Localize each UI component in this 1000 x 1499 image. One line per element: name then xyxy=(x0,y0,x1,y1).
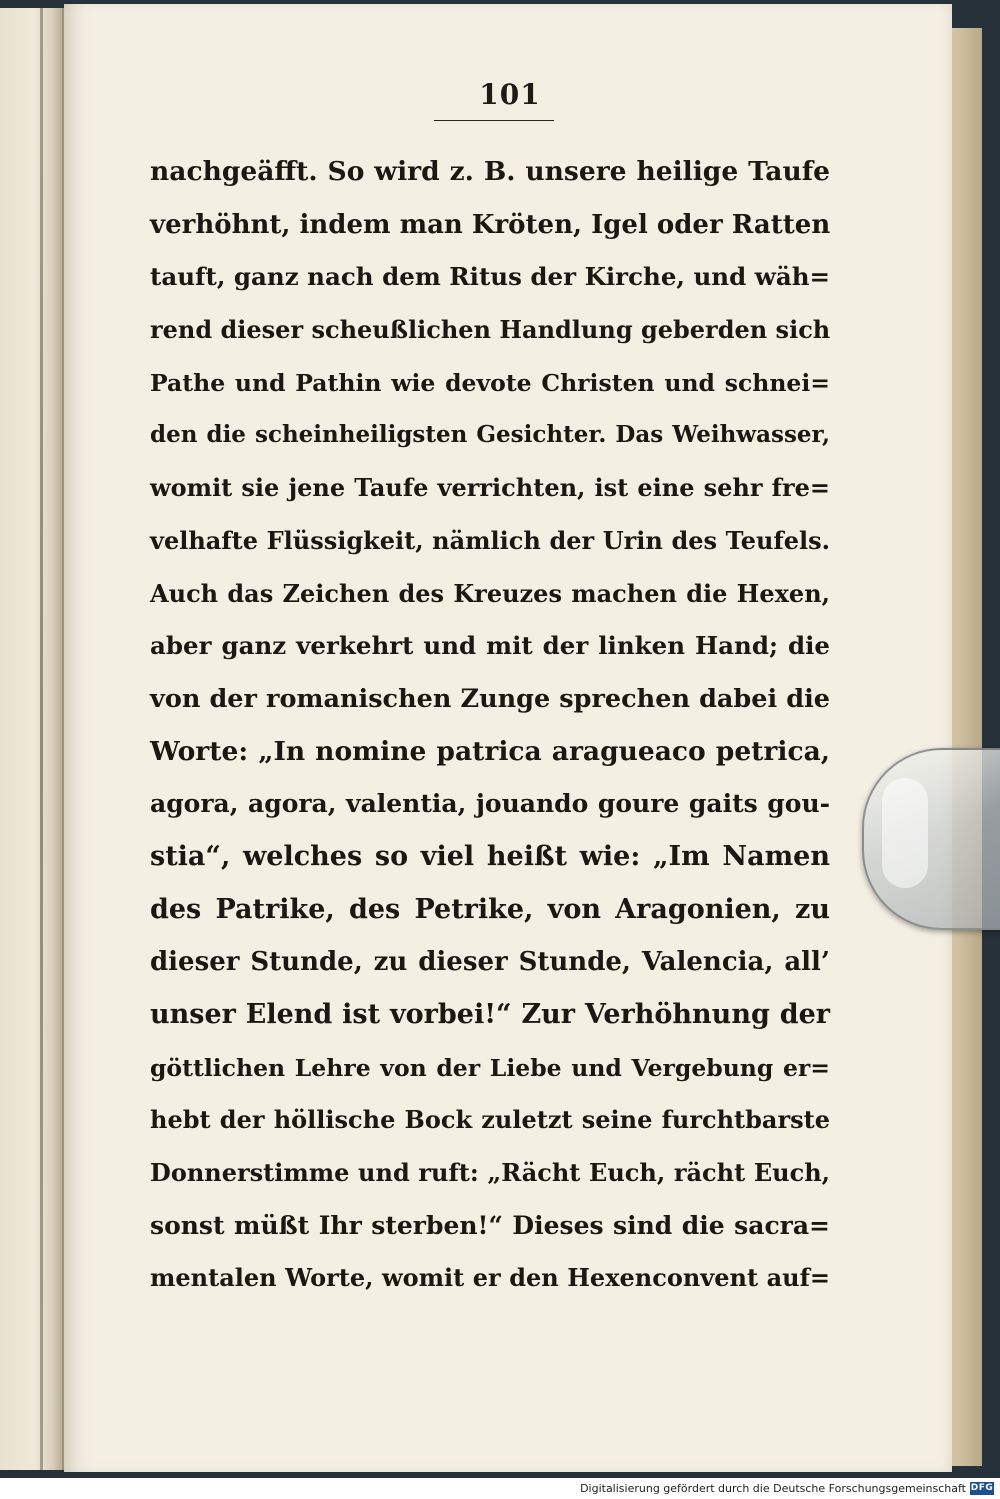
text-line: velhafte Flüssigkeit, nämlich der Urin des Teufels. xyxy=(150,525,830,555)
dfg-logo-icon: DFG xyxy=(970,1483,994,1493)
text-line: tauft, ganz nach dem Ritus der Kirche, und wäh= xyxy=(150,262,831,292)
left-page-edge xyxy=(0,8,64,1470)
text-line: hebt der höllische Bock zuletzt seine furchtbarste xyxy=(150,1105,830,1135)
text-line: nachgeäfft. So wird z. B. unsere heilige Taufe xyxy=(150,156,830,187)
header-rule xyxy=(434,120,554,121)
text-line: agora, agora, valentia, jouando goure gaits gou- xyxy=(150,789,830,819)
text-line: Worte: „In nomine patrica aragueaco petrica, xyxy=(150,735,830,767)
text-line: göttlichen Lehre von der Liebe und Vergebung er= xyxy=(150,1053,830,1082)
text-line: womit sie jene Taufe verrichten, ist eine sehr fre= xyxy=(150,473,830,503)
text-line: sonst müßt Ihr sterben!“ Dieses sind die sacra= xyxy=(150,1210,830,1240)
text-line: von der romanischen Zunge sprechen dabei die xyxy=(150,683,830,714)
text-line: dieser Stunde, zu dieser Stunde, Valencia, all’ xyxy=(150,947,830,978)
magnifier-glass-icon xyxy=(862,748,1000,930)
text-line: des Patrike, des Petrike, von Aragonien, zu xyxy=(150,893,830,925)
text-line: verhöhnt, indem man Kröten, Igel oder Ratten xyxy=(150,209,831,240)
text-line: mentalen Worte, womit er den Hexenconvent auf= xyxy=(150,1263,830,1293)
text-line: Pathe und Pathin wie devote Christen und schnei= xyxy=(150,368,830,397)
text-line: Auch das Zeichen des Kreuzes machen die Hexen, xyxy=(150,578,830,608)
page-crease xyxy=(40,8,43,1470)
footer-credit: Digitalisierung gefördert durch die Deutsche Forschungsgemeinschaft xyxy=(580,1482,966,1495)
text-line: den die scheinheiligsten Gesichter. Das Weihwasser, xyxy=(150,421,830,449)
body-text xyxy=(150,146,830,1305)
glass-glare xyxy=(882,778,928,888)
text-line: aber ganz verkehrt und mit der linken Hand; die xyxy=(150,631,830,661)
text-line: stia“, welches so viel heißt wie: „Im Namen xyxy=(150,840,830,872)
page-number: 101 xyxy=(479,78,541,111)
text-line: rend dieser scheußlichen Handlung geberden sich xyxy=(150,315,831,345)
text-line: unser Elend ist vorbei!“ Zur Verhöhnung der xyxy=(150,999,830,1030)
text-line: Donnerstimme und ruft: „Rächt Euch, rächt Euch, xyxy=(150,1158,830,1188)
